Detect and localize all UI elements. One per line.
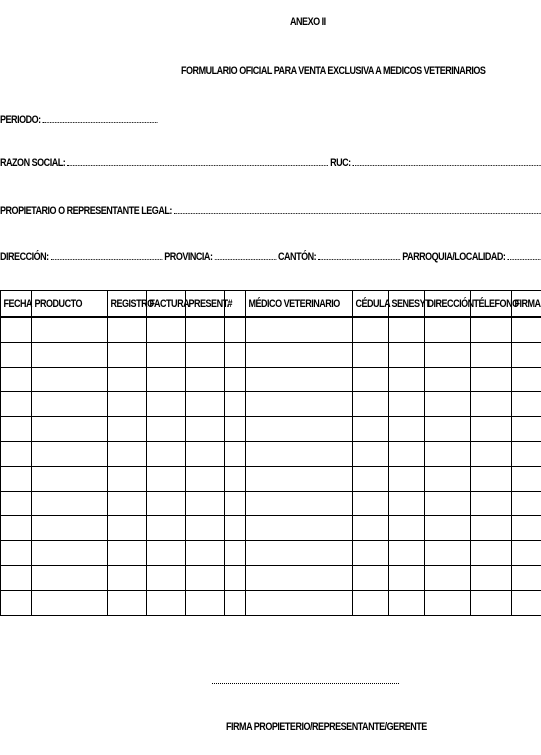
table-cell[interactable] (1, 441, 32, 466)
form-title: FORMULARIO OFICIAL PARA VENTA EXCLUSIVA A MEDICOS VETERINARIOS (181, 65, 486, 77)
propietario-blank[interactable] (174, 204, 541, 214)
table-row (1, 441, 541, 466)
direccion-blank[interactable] (51, 250, 163, 260)
table-cell[interactable] (471, 565, 512, 590)
table-cell[interactable] (389, 565, 425, 590)
table-cell[interactable] (147, 491, 186, 516)
table-cell[interactable] (186, 541, 225, 566)
table-cell[interactable] (353, 541, 389, 566)
table-cell[interactable] (147, 541, 186, 566)
table-cell[interactable] (389, 367, 425, 392)
table-cell[interactable] (425, 491, 471, 516)
provincia-label: PROVINCIA: (164, 251, 213, 263)
table-cell[interactable] (32, 367, 108, 392)
table-cell[interactable] (186, 317, 225, 342)
table-cell[interactable] (471, 541, 512, 566)
table-cell[interactable] (147, 342, 186, 367)
table-cell[interactable] (353, 317, 389, 342)
table-cell[interactable] (32, 441, 108, 466)
table-cell[interactable] (512, 466, 541, 491)
table-cell[interactable] (1, 491, 32, 516)
table-cell[interactable] (512, 342, 541, 367)
col-header: REGISTRO (108, 291, 147, 318)
table-cell[interactable] (425, 565, 471, 590)
table-cell[interactable] (225, 466, 246, 491)
table-cell[interactable] (389, 466, 425, 491)
periodo-label: PERIODO: (0, 114, 41, 126)
table-cell[interactable] (186, 590, 225, 615)
table-cell[interactable] (225, 392, 246, 417)
table-cell[interactable] (471, 392, 512, 417)
table-row (1, 466, 541, 491)
table-cell[interactable] (147, 392, 186, 417)
table-row (1, 367, 541, 392)
table-cell[interactable] (471, 317, 512, 342)
table-cell[interactable] (225, 317, 246, 342)
table-cell[interactable] (1, 565, 32, 590)
table-cell[interactable] (186, 491, 225, 516)
table-cell[interactable] (1, 367, 32, 392)
table-cell[interactable] (1, 590, 32, 615)
col-header: TÉLEFONO (471, 291, 512, 318)
table-cell[interactable] (389, 392, 425, 417)
table-cell[interactable] (471, 590, 512, 615)
table-cell[interactable] (186, 392, 225, 417)
table-row (1, 417, 541, 442)
table-cell[interactable] (32, 342, 108, 367)
table-cell[interactable] (108, 392, 147, 417)
table-cell[interactable] (108, 441, 147, 466)
table-cell[interactable] (246, 417, 353, 442)
table-cell[interactable] (1, 541, 32, 566)
table-cell[interactable] (108, 565, 147, 590)
table-cell[interactable] (389, 590, 425, 615)
table-cell[interactable] (1, 392, 32, 417)
table-cell[interactable] (186, 367, 225, 392)
col-header: # (225, 291, 246, 318)
propietario-label: PROPIETARIO O REPRESENTANTE LEGAL: (0, 205, 172, 217)
table-cell[interactable] (246, 516, 353, 541)
table-cell[interactable] (225, 342, 246, 367)
table-row (1, 317, 541, 342)
table-cell[interactable] (108, 317, 147, 342)
col-header: SENESYT (389, 291, 425, 318)
table-cell[interactable] (225, 516, 246, 541)
ruc-blank[interactable] (353, 156, 541, 166)
table-cell[interactable] (246, 441, 353, 466)
table-cell[interactable] (147, 590, 186, 615)
table-cell[interactable] (512, 590, 541, 615)
table-cell[interactable] (186, 441, 225, 466)
table-cell[interactable] (389, 541, 425, 566)
table-cell[interactable] (471, 491, 512, 516)
table-cell[interactable] (389, 342, 425, 367)
table-cell[interactable] (471, 342, 512, 367)
parroquia-label: PARROQUIA/LOCALIDAD: (402, 251, 506, 263)
table-cell[interactable] (246, 565, 353, 590)
table-cell[interactable] (108, 491, 147, 516)
col-header: PRESENT. (186, 291, 225, 318)
table-cell[interactable] (225, 491, 246, 516)
table-cell[interactable] (246, 392, 353, 417)
table-cell[interactable] (186, 565, 225, 590)
table-cell[interactable] (353, 417, 389, 442)
table-cell[interactable] (246, 491, 353, 516)
razon-social-blank[interactable] (67, 156, 328, 166)
table-cell[interactable] (225, 565, 246, 590)
col-header: MÉDICO VETERINARIO (246, 291, 353, 318)
table-row (1, 590, 541, 615)
table-cell[interactable] (32, 590, 108, 615)
table-cell[interactable] (425, 516, 471, 541)
table-cell[interactable] (225, 590, 246, 615)
table-cell[interactable] (147, 441, 186, 466)
table-cell[interactable] (225, 417, 246, 442)
table-cell[interactable] (425, 417, 471, 442)
table-cell[interactable] (425, 367, 471, 392)
canton-blank[interactable] (318, 250, 400, 260)
table-cell[interactable] (471, 441, 512, 466)
table-cell[interactable] (32, 491, 108, 516)
record-table (0, 290, 541, 616)
table-cell[interactable] (246, 466, 353, 491)
table-cell[interactable] (32, 417, 108, 442)
table-cell[interactable] (512, 565, 541, 590)
table-cell[interactable] (108, 342, 147, 367)
ruc-label: RUC: (330, 157, 351, 169)
table-cell[interactable] (512, 392, 541, 417)
col-header: FACTURA (147, 291, 186, 318)
table-cell[interactable] (512, 417, 541, 442)
table-row (1, 342, 541, 367)
table-cell[interactable] (108, 541, 147, 566)
table-cell[interactable] (512, 541, 541, 566)
table-cell[interactable] (186, 516, 225, 541)
table-cell[interactable] (512, 441, 541, 466)
periodo-blank[interactable] (43, 113, 158, 123)
table-cell[interactable] (32, 541, 108, 566)
table-cell[interactable] (389, 441, 425, 466)
direccion-label: DIRECCIÓN: (0, 251, 49, 263)
canton-label: CANTÓN: (278, 251, 317, 263)
table-cell[interactable] (108, 516, 147, 541)
propietario-field (0, 204, 541, 217)
table-cell[interactable] (425, 441, 471, 466)
table-cell[interactable] (108, 590, 147, 615)
parroquia-blank[interactable] (507, 250, 541, 260)
table-cell[interactable] (1, 516, 32, 541)
table-cell[interactable] (225, 441, 246, 466)
table-cell[interactable] (471, 417, 512, 442)
table-row (1, 392, 541, 417)
col-header: PRODUCTO (32, 291, 108, 318)
table-cell[interactable] (147, 367, 186, 392)
table-cell[interactable] (32, 392, 108, 417)
direccion-field (0, 250, 541, 263)
table-cell[interactable] (389, 317, 425, 342)
razon-social-field (0, 156, 541, 169)
razon-social-label: RAZON SOCIAL: (0, 157, 66, 169)
col-header: FECHA (1, 291, 32, 318)
table-cell[interactable] (1, 466, 32, 491)
signature-label: FIRMA PROPIETERIO/REPRESENTANTE/GERENTE (226, 721, 427, 733)
table-cell[interactable] (225, 367, 246, 392)
table-cell[interactable] (108, 417, 147, 442)
table-row (1, 541, 541, 566)
table-cell[interactable] (1, 317, 32, 342)
table-cell[interactable] (353, 565, 389, 590)
signature-line[interactable] (212, 682, 399, 684)
table-cell[interactable] (246, 590, 353, 615)
table-cell[interactable] (512, 516, 541, 541)
table-cell[interactable] (186, 417, 225, 442)
table-cell[interactable] (471, 516, 512, 541)
col-header: DIRECCIÓN (425, 291, 471, 318)
table-cell[interactable] (512, 317, 541, 342)
table-cell[interactable] (108, 466, 147, 491)
table-cell[interactable] (353, 516, 389, 541)
table-row (1, 516, 541, 541)
table-cell[interactable] (246, 367, 353, 392)
table-cell[interactable] (353, 466, 389, 491)
table-cell[interactable] (425, 466, 471, 491)
table-cell[interactable] (425, 342, 471, 367)
table-cell[interactable] (32, 466, 108, 491)
table-cell[interactable] (147, 417, 186, 442)
table-cell[interactable] (512, 367, 541, 392)
table-cell[interactable] (147, 317, 186, 342)
table-cell[interactable] (353, 367, 389, 392)
table-cell[interactable] (32, 317, 108, 342)
table-cell[interactable] (512, 491, 541, 516)
table-cell[interactable] (353, 392, 389, 417)
table-cell[interactable] (1, 417, 32, 442)
table-cell[interactable] (147, 516, 186, 541)
table-cell[interactable] (147, 466, 186, 491)
table-cell[interactable] (246, 317, 353, 342)
table-cell[interactable] (389, 516, 425, 541)
table-cell[interactable] (246, 342, 353, 367)
provincia-blank[interactable] (214, 250, 275, 260)
table-cell[interactable] (389, 491, 425, 516)
periodo-field (0, 113, 157, 126)
table-cell[interactable] (389, 417, 425, 442)
table-cell[interactable] (32, 516, 108, 541)
annex-title: ANEXO II (290, 16, 326, 28)
table-cell[interactable] (186, 466, 225, 491)
table-cell[interactable] (353, 491, 389, 516)
table-cell[interactable] (471, 466, 512, 491)
col-header: FIRMA (512, 291, 541, 318)
table-cell[interactable] (425, 541, 471, 566)
col-header: CÉDULA (353, 291, 389, 318)
table-cell[interactable] (108, 367, 147, 392)
table-cell[interactable] (353, 342, 389, 367)
table-cell[interactable] (186, 342, 225, 367)
table-cell[interactable] (425, 590, 471, 615)
table-cell[interactable] (353, 590, 389, 615)
table-cell[interactable] (1, 342, 32, 367)
table-cell[interactable] (246, 541, 353, 566)
table-cell[interactable] (32, 565, 108, 590)
table-row (1, 491, 541, 516)
table-cell[interactable] (425, 392, 471, 417)
table-cell[interactable] (471, 367, 512, 392)
table-cell[interactable] (353, 441, 389, 466)
table-cell[interactable] (225, 541, 246, 566)
table-header-row (1, 291, 541, 318)
table-row (1, 565, 541, 590)
table-cell[interactable] (147, 565, 186, 590)
table-cell[interactable] (425, 317, 471, 342)
